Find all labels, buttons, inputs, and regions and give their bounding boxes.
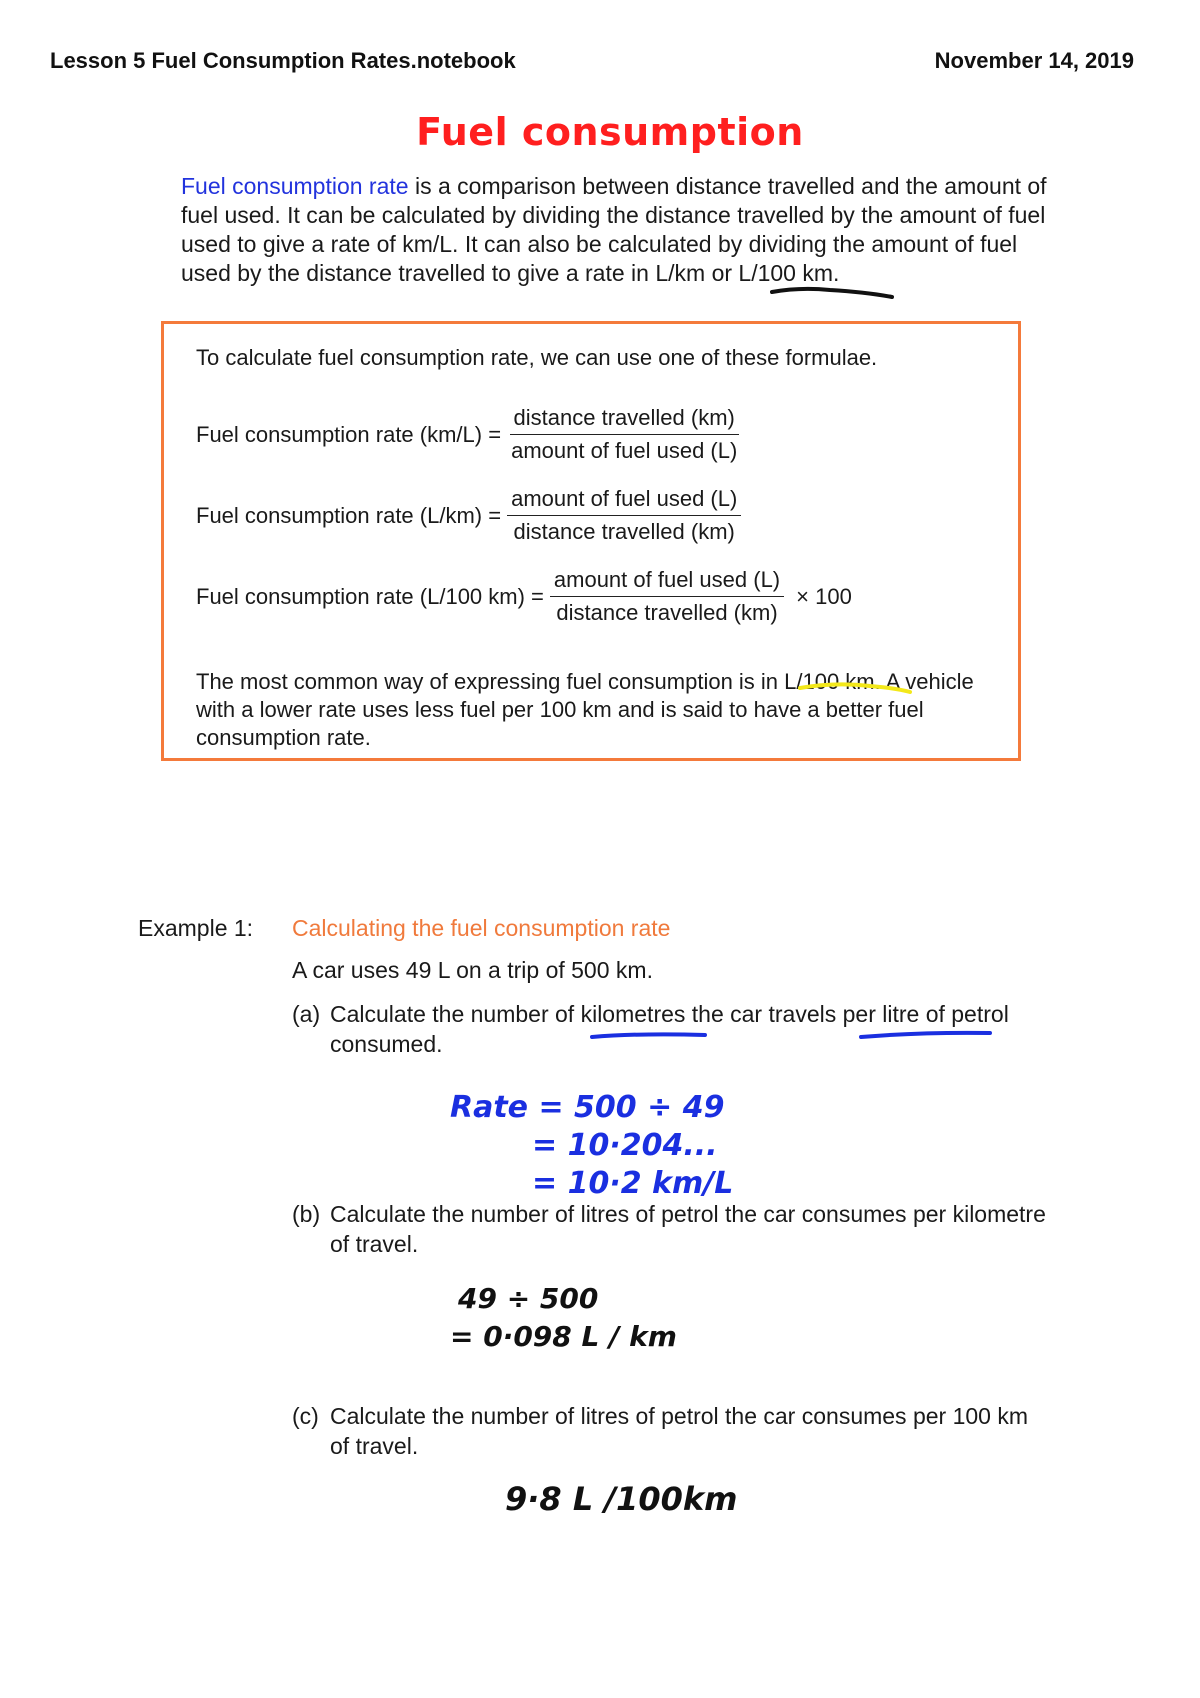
example-title: Calculating the fuel consumption rate <box>292 915 671 941</box>
numerator: amount of fuel used (L) <box>550 566 784 597</box>
denominator: amount of fuel used (L) <box>511 438 738 463</box>
question-text: Calculate the number of kilometres the car travels per litre of petrol consumed. <box>330 1001 1009 1057</box>
formula-label: Fuel consumption rate (L/100 km) = <box>196 583 544 609</box>
pen-underline-kilometres <box>592 1034 705 1037</box>
handwritten-answer-a-line3: = 10·2 km/L <box>532 1166 734 1201</box>
question-label: (a) <box>292 1001 321 1027</box>
example-statement: A car uses 49 L on a trip of 500 km. <box>292 957 653 983</box>
formula-label: Fuel consumption rate (L/km) = <box>196 502 502 528</box>
document-title: Lesson 5 Fuel Consumption Rates.notebook <box>50 48 516 73</box>
question-label: (c) <box>292 1403 319 1429</box>
highlight-underline-l100km <box>800 684 910 692</box>
pen-underline-l100km <box>772 289 892 297</box>
denominator: distance travelled (km) <box>556 600 778 625</box>
handwritten-answer-b-line2: = 0·098 L / km <box>450 1320 677 1353</box>
numerator: distance travelled (km) <box>510 404 739 435</box>
pen-underline-per-litre <box>861 1033 990 1037</box>
formula-label: Fuel consumption rate (km/L) = <box>196 421 502 447</box>
formula-lead: To calculate fuel consumption rate, we can use one of these formulae. <box>196 345 878 370</box>
page-title: Fuel consumption <box>416 110 804 154</box>
intro-text: is a comparison between distance travelled and the amount of fuel used. It can be calculated by dividing the distance travelled by the amount of fuel used to give a rate of km/L. It can also be calculated by dividing the amount of fuel used by the distance travelled to give a rate in L/km or L/100 km. <box>181 173 1047 286</box>
document-date: November 14, 2019 <box>934 48 1134 73</box>
formula-note: The most common way of expressing fuel consumption is in L/100 km. A vehicle with a lower rate uses less fuel per 100 km and is said to have a better fuel consumption rate. <box>196 669 974 750</box>
handwritten-answer-a-line2: = 10·204... <box>532 1128 718 1163</box>
handwritten-answer-b-line1: 49 ÷ 500 <box>458 1282 599 1315</box>
multiplier: × 100 <box>796 583 852 609</box>
question-text: Calculate the number of litres of petrol the car consumes per 100 km of travel. <box>330 1403 1029 1459</box>
question-label: (b) <box>292 1201 321 1227</box>
handwritten-answer-a-line1: Rate = 500 ÷ 49 <box>450 1090 725 1125</box>
handwritten-answer-c: 9·8 L /100km <box>505 1480 738 1518</box>
denominator: distance travelled (km) <box>513 519 735 544</box>
example-label: Example 1: <box>138 915 254 941</box>
question-text: Calculate the number of litres of petrol the car consumes per kilometre of travel. <box>330 1201 1046 1257</box>
numerator: amount of fuel used (L) <box>507 485 741 516</box>
intro-term: Fuel consumption rate <box>181 173 409 199</box>
